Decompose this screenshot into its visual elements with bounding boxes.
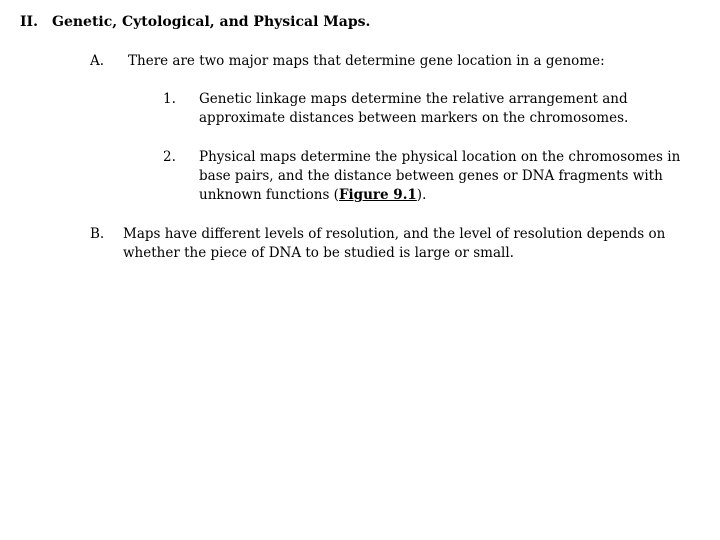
item-2-body: Physical maps determine the physical location on the chromosomes in base pairs, and the distance between genes or DNA fragments with unknown functions (	[199, 149, 681, 203]
section-a-text: There are two major maps that determine gene location in a genome:	[128, 53, 605, 69]
item-2-text	[199, 148, 704, 205]
item-1-marker: 1.	[163, 91, 176, 107]
section-b-text: Maps have different levels of resolution, and the level of resolution depends on whether the piece of DNA to be studied is large or small.	[123, 226, 666, 261]
figure-link[interactable]: Figure 9.1	[338, 187, 417, 203]
heading-title: Genetic, Cytological, and Physical Maps.	[52, 14, 371, 30]
item-1-text: Genetic linkage maps determine the relative arrangement and approximate distances between markers on the chromosomes.	[199, 91, 629, 126]
section-heading	[20, 12, 370, 32]
item-2-closing: ).	[416, 187, 427, 203]
section-b-marker: B.	[90, 226, 105, 242]
section-a-marker: A.	[90, 53, 105, 69]
item-2-marker: 2.	[163, 149, 176, 165]
heading-number: II.	[20, 14, 38, 30]
